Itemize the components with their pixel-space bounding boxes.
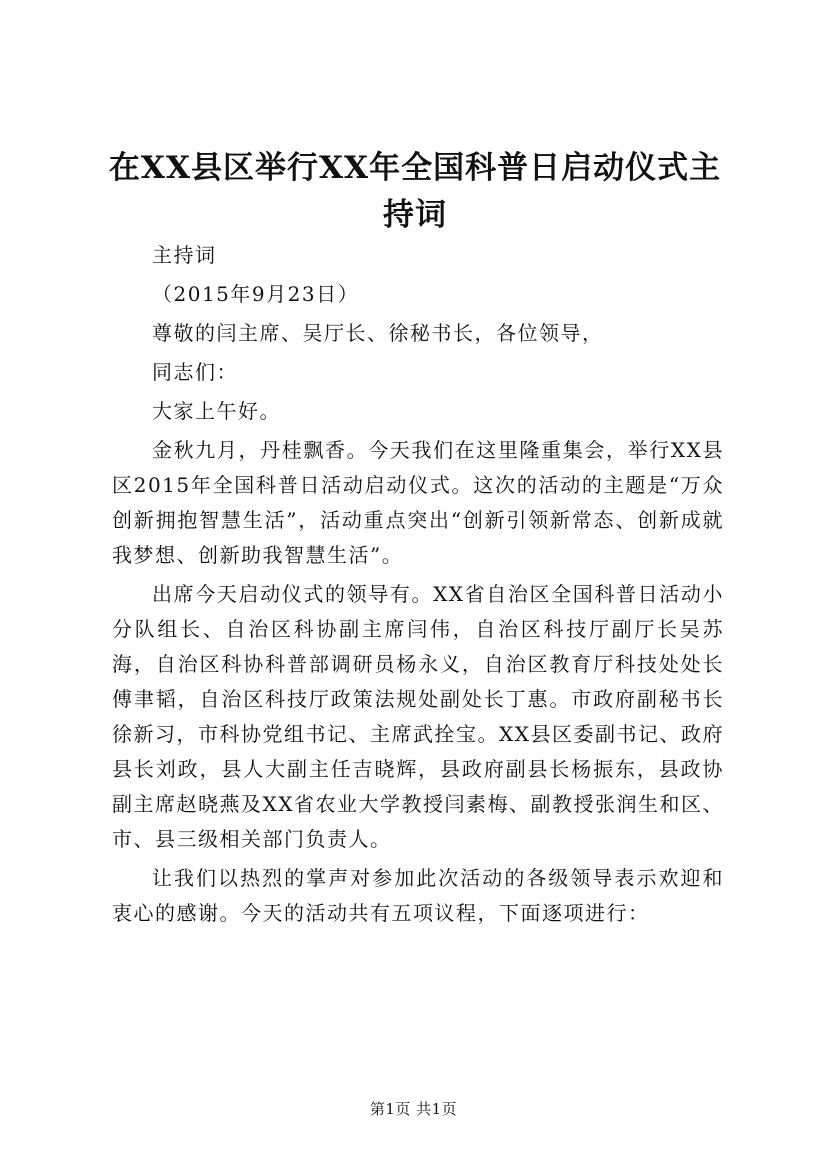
paragraph-attending-leaders: 出席今天启动仪式的领导有。XX省自治区全国科普日活动小分队组长、自治区科协副主席闫伟，自治区科技厅副厅长吴苏海，自治区科协科普部调研员杨永义，自治区教育厅科技处处长傅聿韬，自治区科技厅政策法规处副处长丁惠。市政府副秘书长徐新习，市科协党组书记、主席武拴宝。XX县区委副书记、政府县长刘政，县人大副主任吉晓辉，县政府副县长杨振东，县政协副主席赵晓燕及XX省农业大学教授闫素梅、副教授张润生和区、市、县三级相关部门负责人。	[112, 582, 724, 851]
document-title: 在XX县区举行XX年全国科普日启动仪式主持词	[108, 150, 722, 233]
paragraph-date: （2015年9月23日）	[152, 282, 360, 306]
paragraph-comrades: 同志们：	[152, 360, 238, 384]
document-body	[112, 238, 724, 931]
paragraph-greeting: 大家上午好。	[152, 399, 281, 423]
paragraph-opening: 金秋九月，丹桂飘香。今天我们在这里隆重集会，举行XX县区2015年全国科普日活动启动仪式。这次的活动的主题是“万众创新拥抱智慧生活”，活动重点突出“创新引领新常态、创新成就我梦想、创新助我智慧生活”。	[112, 438, 724, 567]
paragraph-host-words: 主持词	[152, 243, 217, 267]
paragraph-welcome: 让我们以热烈的掌声对参加此次活动的各级领导表示欢迎和衷心的感谢。今天的活动共有五项议程，下面逐项进行：	[112, 866, 724, 925]
paragraph-salutation: 尊敬的闫主席、吴厅长、徐秘书长，各位领导，	[152, 321, 604, 345]
page-footer: 第1页 共1页	[369, 1100, 458, 1118]
